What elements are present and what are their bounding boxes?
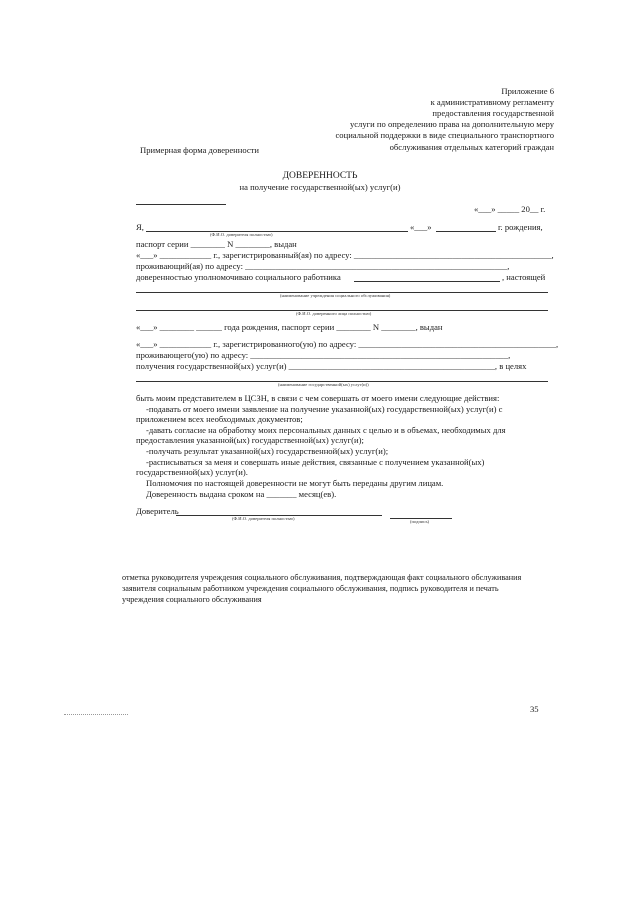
header-line-2: к административному регламенту (430, 97, 554, 107)
fio-principal-line (146, 231, 408, 232)
body-line-7: -расписываться за меня и совершать иные действия, связанные с получением указанной(ых) (146, 457, 485, 467)
authorize-suffix: , настоящей (502, 272, 546, 282)
form-label: Примерная форма доверенности (140, 145, 260, 155)
passport-line: паспорт серии ________ N ________, выдан (136, 239, 297, 249)
body-line-5: предоставления указанной(ых) государственной(ых) услуг(и); (136, 435, 364, 445)
body-line-3: приложением всех необходимых документов; (136, 414, 303, 424)
birth-date-line (436, 231, 496, 232)
agent-birth-line: «___» ________ ______ года рождения, паспорт серии ________ N ________, выдан (136, 322, 443, 332)
birth-date-prefix: «___» (410, 222, 432, 232)
agent-living-line: проживающего(ую) по адресу: ____________________________________________________________, (136, 350, 511, 360)
date-line: «___» _____ 20__ г. (474, 204, 546, 214)
document-subtitle: на получение государственной(ых) услуг(и) (239, 182, 401, 192)
authorize-blank (354, 281, 500, 282)
header-line-6: обслуживания отдельных категорий граждан (389, 142, 554, 152)
footer-mark (64, 714, 128, 715)
header-line-5: социальной поддержки в виде специального транспортного (335, 130, 554, 140)
note-line-3: учреждения социального обслуживания (122, 595, 262, 604)
signature-label: Доверитель (136, 506, 179, 516)
body-line-2: -подавать от моего имени заявление на получение указанной(ых) государственной(ых) услуг(и) с (146, 404, 503, 414)
agent-issued-line: «___» ____________ г., зарегистрированного(ую) по адресу: ______________________________________________, (136, 339, 559, 349)
header-line-4: услуги по определению права на дополнительную меру (349, 119, 554, 129)
birth-suffix: г. рождения, (498, 222, 543, 232)
caption-signature-fio: (Ф.И.О. доверителя полностью) (232, 516, 295, 521)
living-address-line: проживающий(ая) по адресу: _____________________________________________________________, (136, 261, 510, 271)
body-line-4: -давать согласие на обработку моих персональных данных с целью и в объемах, необходимых для (146, 425, 506, 435)
caption-fio-agent: (Ф.И.О. доверенного лица полностью) (296, 311, 372, 316)
issued-line: «___» ____________ г., зарегистрированный(ая) по адресу: ______________________________________________, (136, 250, 554, 260)
caption-service: (наименование государственной(ых) услуг(и)) (278, 382, 369, 387)
body-line-9: Полномочия по настоящей доверенности не могут быть переданы другим лицам. (146, 478, 444, 488)
caption-fio-principal: (Ф.И.О. доверителя полностью) (210, 232, 273, 237)
caption-signature-sign: (подпись) (410, 519, 430, 524)
body-line-1: быть моим представителем в ЦСЗН, в связи с чем совершать от моего имени следующие действия: (136, 393, 500, 403)
purpose-line: получения государственной(ых) услуг(и) ________________________________________________, в целях (136, 361, 527, 371)
page-number: 35 (530, 704, 539, 714)
document-title: ДОВЕРЕННОСТЬ (282, 171, 358, 181)
body-line-10: Доверенность выдана сроком на _______ месяц(ев). (146, 489, 337, 499)
blank-line (136, 204, 226, 205)
authorize-line: доверенностью уполномочиваю социального работника (136, 272, 341, 282)
note-line-2: заявителя социальным работником учреждения социального обслуживания, подпись руководителя и печать (122, 584, 499, 593)
body-line-8: государственной(ых) услуг(и). (136, 467, 248, 477)
body-line-6: -получать результат указанной(ых) государственной(ых) услуг(и); (146, 446, 389, 456)
caption-institution: (наименование учреждения социального обслуживания) (280, 293, 391, 298)
note-line-1: отметка руководителя учреждения социального обслуживания, подтверждающая факт социального обслуживания (122, 573, 522, 582)
ya-label: Я, (136, 222, 144, 232)
header-line-3: предоставления государственной (432, 108, 554, 118)
appendix-number: Приложение 6 (501, 86, 554, 96)
